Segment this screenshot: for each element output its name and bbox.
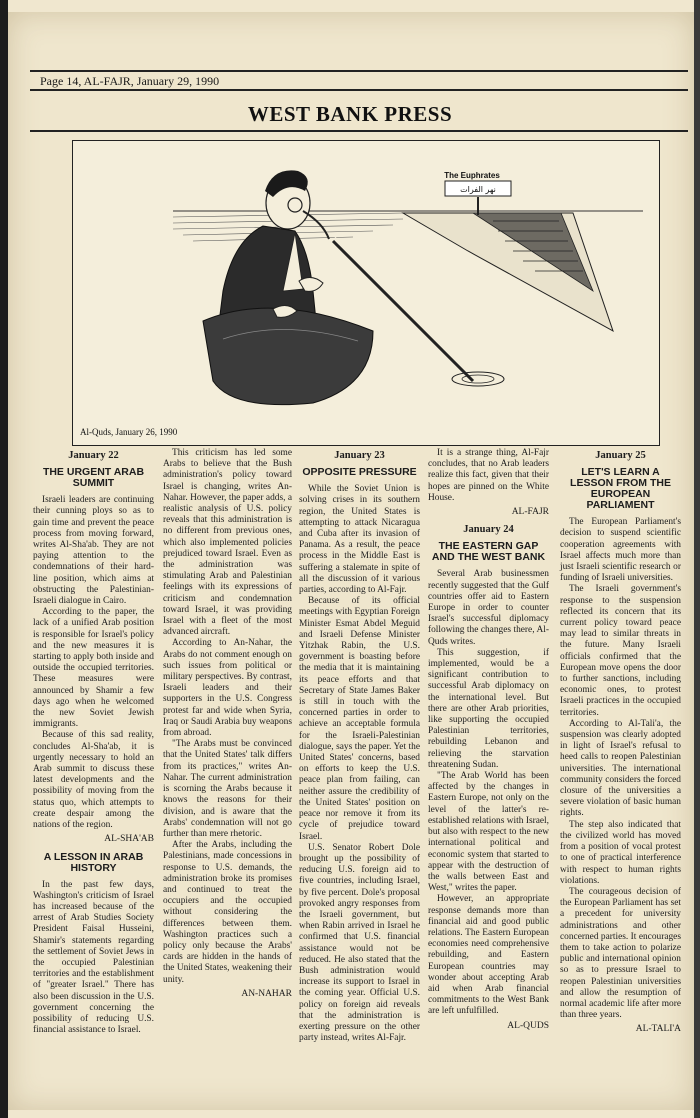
column-5: [560, 448, 681, 1042]
article-paragraph: After the Arabs, including the Palestinians, made concessions in response to U.S. demands, the administration broke its promises and continued to treat the occupiers and the occupied without considering the differences between them. Washington practices such a policy only because the Arabs' cards are hidden in the hands of the United States, weakening their unity.: [163, 840, 292, 985]
article-paragraph: Because of this sad reality, concludes Al-Sha'ab, it is urgently necessary to hold an Arab summit to discuss these latest developments and the possibility of moving from the status quo, which attempts to create despair among the nations of the region.: [33, 730, 154, 831]
article-paragraph: This suggestion, if implemented, would be a significant contribution to successful Arab diplomacy on the international level. But there are other Arab priorities, like supporting the occupied Palestinian territories, rebuilding Lebanon and relieving the starvation threatening Sudan.: [428, 647, 549, 770]
article-paragraph: "The Arab World has been affected by the changes in Eastern Europe, not only on the level of the latter's re-established relations with Israel, but also with respect to the new international political and economic system that started to appear with the destruction of the walls between East and West," writes the paper.: [428, 771, 549, 894]
binding-spine: [0, 0, 8, 1118]
article-paragraph: Several Arab businessmen recently suggested that the Gulf countries offer aid to Eastern Europe in order to counter Israel's successful diplomacy following the changes there, Al-Quds writes.: [428, 569, 549, 647]
sign-label-arabic: نهر الفرات: [460, 185, 496, 194]
title-rule: [30, 130, 688, 132]
article-source: AL-TALI'A: [635, 1024, 681, 1035]
puddle: [452, 372, 504, 386]
article-date: January 23: [334, 450, 385, 461]
article-headline: THE URGENT ARAB SUMMIT: [42, 466, 145, 490]
cartoon-credit: Al-Quds, January 26, 1990: [80, 427, 178, 437]
article-headline: A LESSON IN ARAB HISTORY: [43, 850, 144, 874]
basin: [203, 308, 373, 405]
article-paragraph: "The Arabs must be convinced that the United States' talk differs from its practices," writes An-Nahar. The current administration is scorning the Arabs because it knows the reasons for their division, and is aware that the Arabs' condemnation will not go further than mere rhetoric.: [163, 739, 292, 839]
political-cartoon: [72, 140, 660, 446]
article-paragraph: The European Parliament's decision to suspend scientific cooperation agreements with Israel affects much more than just Israeli scientific research or funding of Israeli universities.: [560, 517, 681, 584]
article-paragraph: In the past few days, Washington's criticism of Israel has increased because of the arrest of Arab Studies Society President Faisal Husseini, Shamir's statements regarding the settlement of Soviet Jews in the occupied Palestinian territories and the establishment of "greater Israel." There has also been discussion in the U.S. government concerning the possibility of reducing U.S. financial assistance to Israel.: [33, 879, 154, 1036]
article-paragraph: However, an appropriate response demands more than financial aid and good public relations. The Eastern European economies need comprehensive rebuilding, and Eastern European countries may wonder about accepting Arab aid when Arab financial commitments to the West Bank are left unfulfilled.: [428, 894, 549, 1017]
article-headline: THE EASTERN GAP AND THE WEST BANK: [431, 540, 546, 564]
article-paragraph: According to An-Nahar, the Arabs do not comment enough on such issues from political or military perspectives. By contrast, Israeli leaders and their supporters in the U.S. Congress protest far and wide when Syria, Iraq or Saudi Arabia buy weapons from abroad.: [163, 638, 292, 739]
article-paragraph: According to Al-Tali'a, the suspension was clearly adopted in light of Israel's refusal to heed calls to reopen Palestinian universities. The international community considers the forced closure of the universities a severe violation of basic human rights.: [560, 718, 681, 819]
folio-line: Page 14, AL-FAJR, January 29, 1990: [40, 74, 220, 88]
sign-label: The Euphrates: [444, 171, 500, 180]
folio-rule: [30, 89, 688, 91]
article-date: January 25: [595, 450, 646, 461]
article-date: January 22: [68, 450, 119, 461]
column-1: [33, 448, 154, 1036]
article-paragraph: U.S. Senator Robert Dole brought up the possibility of reducing U.S. foreign aid to five countries, including Israel, by five percent. Dole's proposal provoked angry responses from the Israeli government, but when Rabin arrived in Israel he confirmed that U.S. financial assistance would not be reduced. He also stated that the Bush administration would increase its support to Israel in the coming year. Official U.S. policy on foreign aid reveals that the administration is exerting pressure on the other party instead, writes Al-Fajr.: [299, 842, 420, 1044]
article-paragraph: This criticism has led some Arabs to believe that the Bush administration's policy toward Israel is changing, writes An-Nahar. However, the paper adds, a realistic analysis of U.S. policy reveals that this administration is no different from previous ones, which also implemented policies prejudiced toward Israel. Even as the administration was stimulating Arab and Palestinian feelings with its expressions of criticism and condemnation toward Israel, it was providing Israel with a fleet of the most advanced aircraft.: [163, 448, 292, 638]
column-3: [299, 448, 420, 1044]
article-paragraph: While the Soviet Union is solving crises in its southern region, the United States is attempting to attack Nicaragua and Cuba after its invasion of Panama. As a result, the peace process in the Middle East is suffering a stalemate in spite of all the discussion of it various parties, according to Al-Fajr.: [299, 484, 420, 596]
article-paragraph: The courageous decision of the European Parliament has set a precedent for university administrations and other concerned parties. It encourages them to take action to polarize public and international opinion so as to pressure Israel to reopen Palestinian universities and allow the resumption of normal academic life after more than three years.: [560, 886, 681, 1021]
article-source: AL-QUDS: [507, 1020, 549, 1031]
top-rule: [30, 70, 688, 72]
article-paragraph: The Israeli government's response to the suspension reflected its concern that its current policy toward peace may lead to similar threats in the future. Many Israeli officials confirmed that the European move opens the door to further sanctions, including economic ones, to protest Israeli practices in the occupied territories.: [560, 584, 681, 718]
page-edge: [694, 0, 700, 1118]
article-source: AL-FAJR: [511, 507, 549, 518]
article-date: January 24: [463, 524, 514, 536]
column-2: [163, 448, 292, 1006]
article-paragraph: It is a strange thing, Al-Fajr concludes, that no Arab leaders realize this fact, given that their hopes are pinned on the White House.: [428, 448, 549, 503]
article-paragraph: Because of its official meetings with Egyptian Foreign Minister Esmat Abdel Meguid and Israeli Defense Minister Yitzhak Rabin, the U.S. government is boasting before the media that it is maintaining its peace efforts and that Secretary of State James Baker is still in touch with the concerned parties in order to achieve an acceptable formula for the Israeli-Palestinian dialogue, says the paper. Yet the United States' concerns, based on efforts to keep the U.S. peace plan from failing, can neither assure the credibility of the United States' position on peace nor remove it from its cycle of prejudice toward Israel.: [299, 596, 420, 842]
article-paragraph: The step also indicated that the civilized world has moved from a position of vocal protest to one of practical interference with respect to human rights violations.: [560, 819, 681, 886]
article-source: AN-NAHAR: [241, 988, 292, 999]
section-title: WEST BANK PRESS: [247, 102, 453, 126]
article-headline: OPPOSITE PRESSURE: [302, 466, 417, 479]
article-paragraph: According to the paper, the lack of a unified Arab position is responsible for Israel's policy and the new measures it is starting to apply both inside and outside the occupied territories. These measures were announced by Shamir a few days ago when he welcomed the new Soviet Jewish immigrants.: [33, 607, 154, 730]
article-source: AL-SHA'AB: [104, 834, 154, 845]
article-headline: LET'S LEARN A LESSON FROM THE EUROPEAN PARLIAMENT: [570, 466, 671, 512]
cartoon-drawing: [73, 141, 659, 445]
article-paragraph: Israeli leaders are continuing their cunning ploys so as to gain time and prevent the peace process from moving forward, writes Al-Sha'ab. They are not paying attention to the condemnations of their hard-line position, which aims at obstructing the Palestinian-Israeli dialogue in Cairo.: [33, 495, 154, 607]
column-4: [428, 448, 549, 1038]
